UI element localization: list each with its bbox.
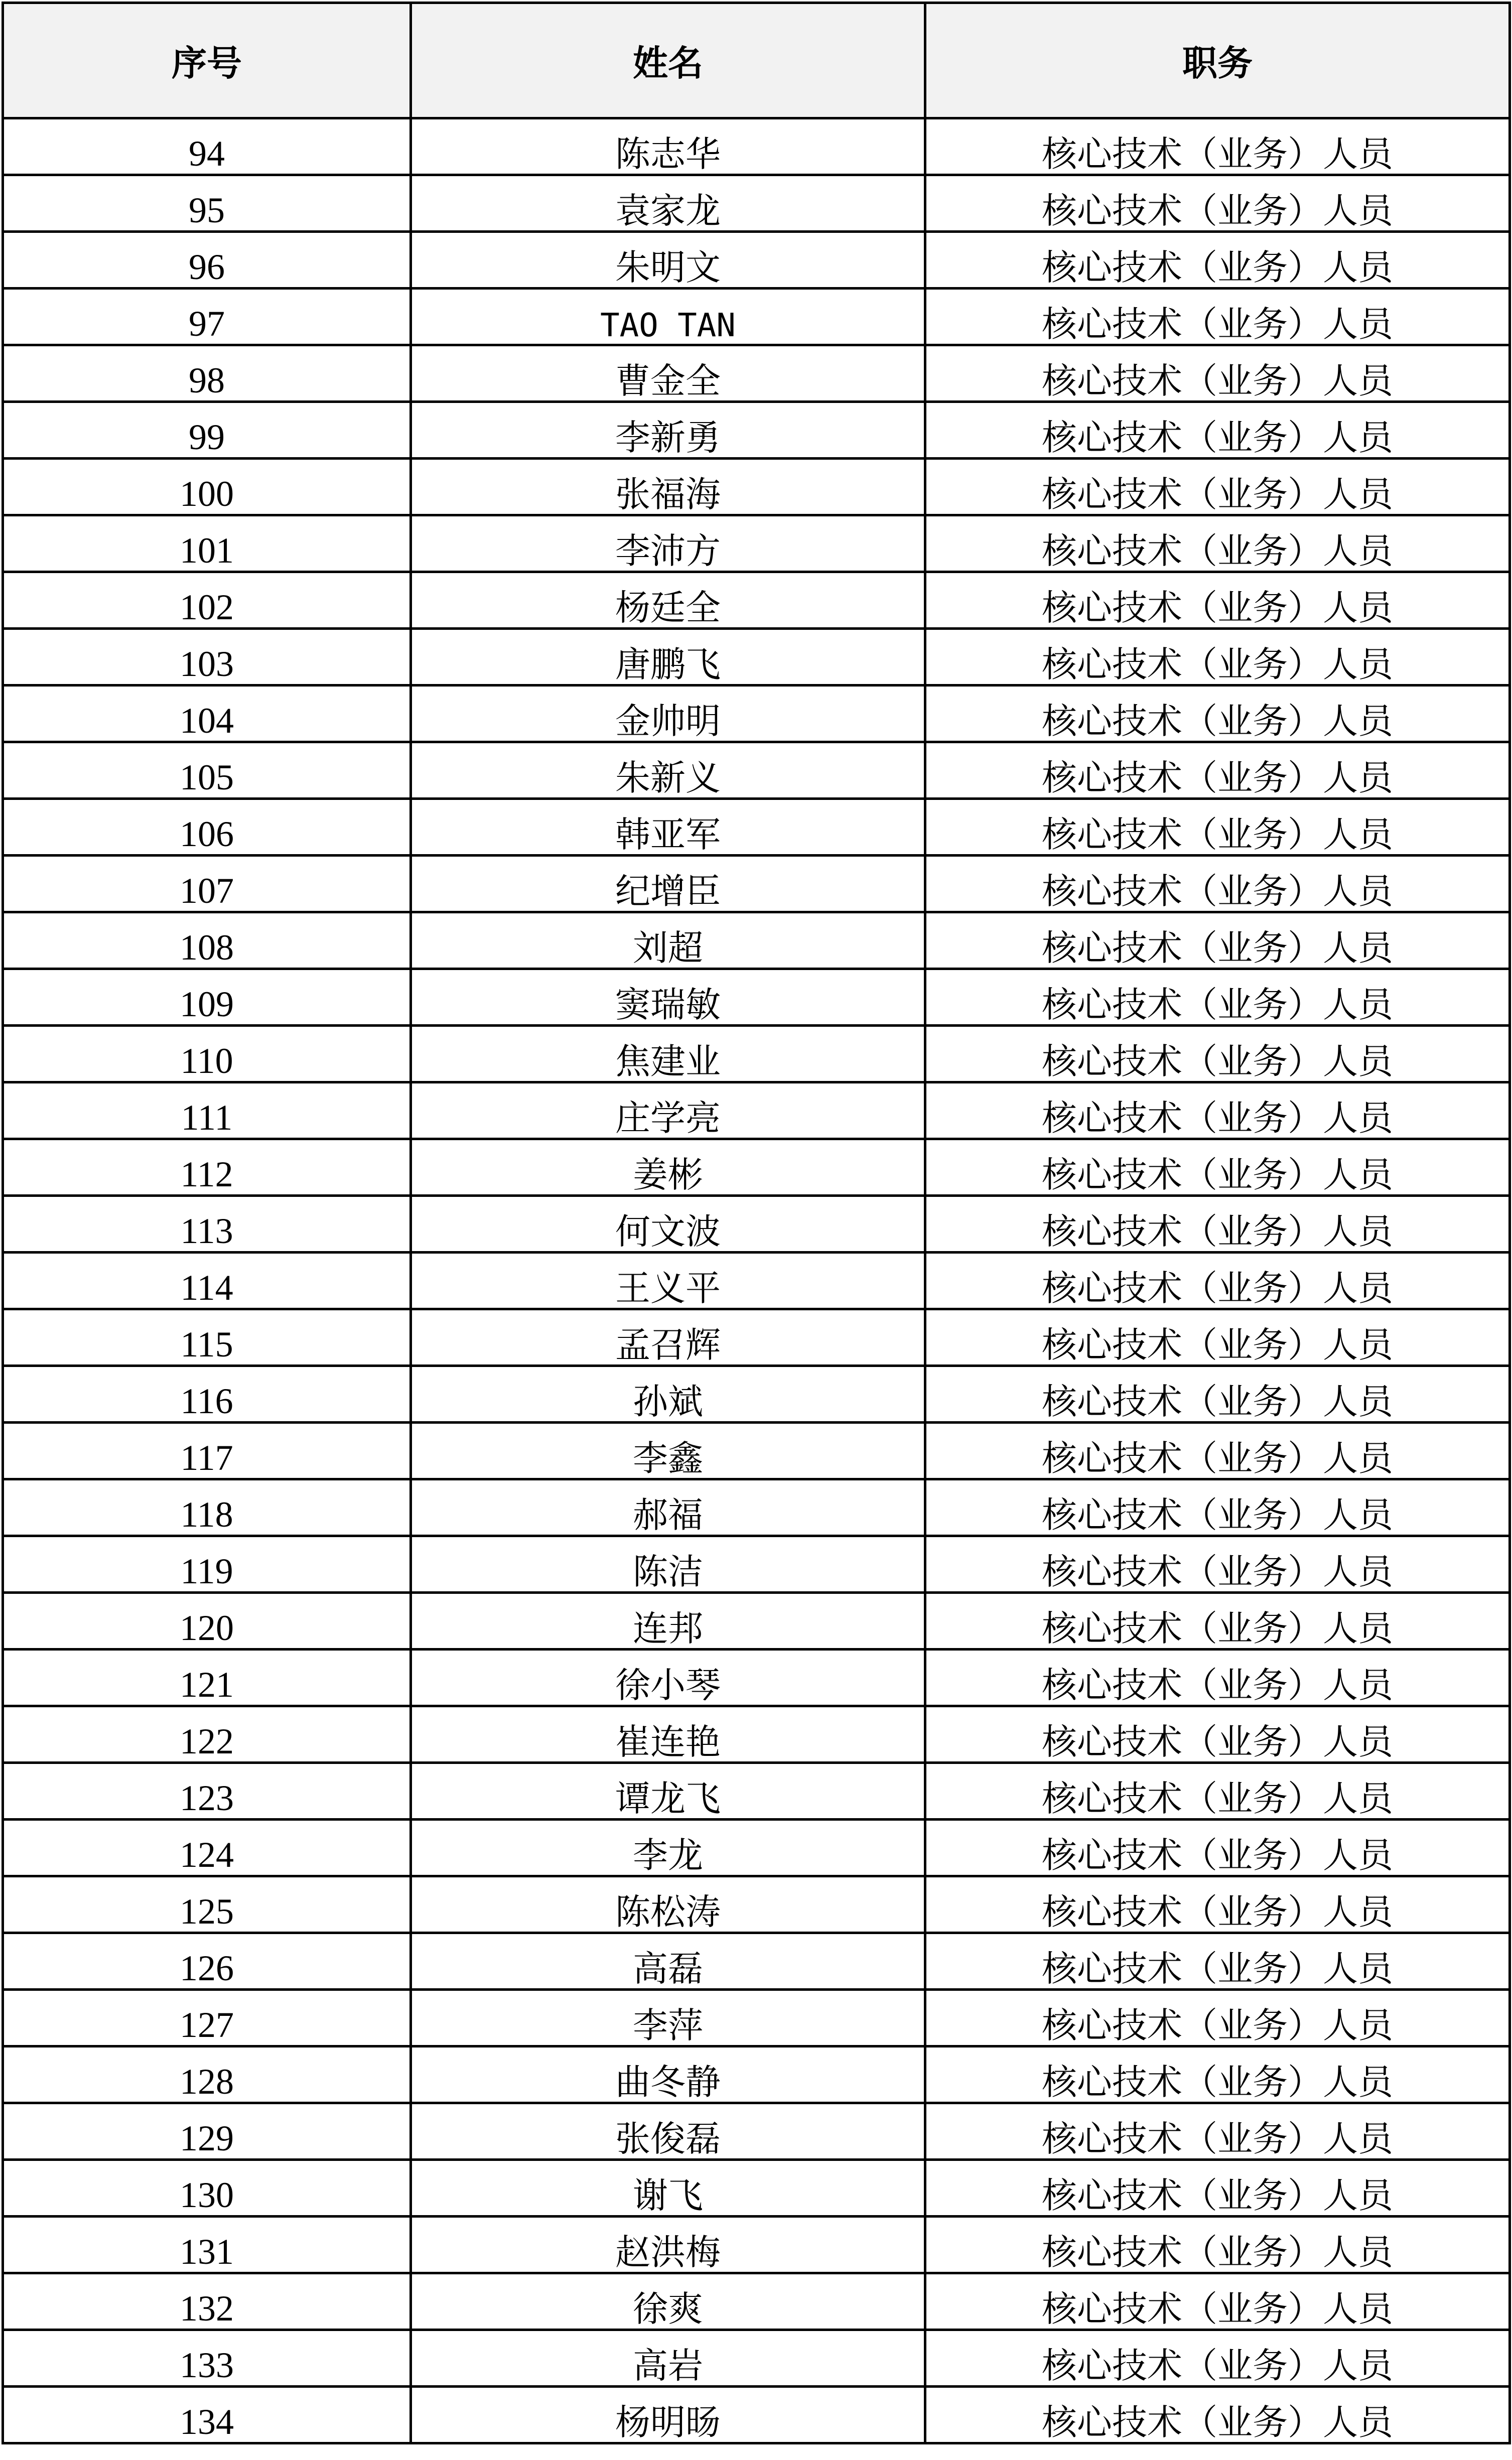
table-row	[3, 402, 1510, 459]
position-cell: 核心技术（业务）人员	[925, 2273, 1510, 2330]
name-cell: 金帅明	[411, 686, 925, 742]
name-cell: 赵洪梅	[411, 2217, 925, 2273]
position-cell: 核心技术（业务）人员	[925, 1196, 1510, 1253]
name-cell: 袁家龙	[411, 175, 925, 232]
table-row	[3, 1309, 1510, 1366]
serial-number-cell: 112	[3, 1139, 411, 1196]
position-cell: 核心技术（业务）人员	[925, 1990, 1510, 2046]
serial-number-cell: 114	[3, 1253, 411, 1309]
name-cell: 谢飞	[411, 2160, 925, 2217]
serial-number-cell: 128	[3, 2046, 411, 2103]
serial-number-cell: 129	[3, 2103, 411, 2160]
personnel-table	[2, 2, 1511, 2444]
name-cell: 唐鹏飞	[411, 629, 925, 686]
table-row	[3, 1366, 1510, 1423]
table-row	[3, 175, 1510, 232]
position-cell: 核心技术（业务）人员	[925, 2160, 1510, 2217]
name-cell: 李新勇	[411, 402, 925, 459]
serial-number-cell: 133	[3, 2330, 411, 2387]
serial-number-cell: 134	[3, 2387, 411, 2443]
name-cell: 李萍	[411, 1990, 925, 2046]
position-cell: 核心技术（业务）人员	[925, 969, 1510, 1026]
serial-number-cell: 122	[3, 1706, 411, 1763]
name-cell: 郝福	[411, 1479, 925, 1536]
position-cell: 核心技术（业务）人员	[925, 686, 1510, 742]
table-row	[3, 1763, 1510, 1820]
name-cell: 李鑫	[411, 1423, 925, 1479]
position-cell: 核心技术（业务）人员	[925, 1820, 1510, 1876]
table-row	[3, 1026, 1510, 1082]
name-cell: 窦瑞敏	[411, 969, 925, 1026]
table-row	[3, 912, 1510, 969]
serial-number-cell: 94	[3, 118, 411, 175]
position-cell: 核心技术（业务）人员	[925, 232, 1510, 289]
position-cell: 核心技术（业务）人员	[925, 289, 1510, 345]
table-row	[3, 1593, 1510, 1650]
serial-number-cell: 111	[3, 1082, 411, 1139]
position-cell: 核心技术（业务）人员	[925, 1082, 1510, 1139]
table-row	[3, 515, 1510, 572]
table-row	[3, 2103, 1510, 2160]
header-row	[3, 3, 1510, 118]
name-cell: 纪增臣	[411, 856, 925, 912]
position-cell: 核心技术（业务）人员	[925, 1593, 1510, 1650]
table-row	[3, 799, 1510, 856]
position-cell: 核心技术（业务）人员	[925, 2387, 1510, 2443]
name-cell: 焦建业	[411, 1026, 925, 1082]
serial-number-cell: 119	[3, 1536, 411, 1593]
serial-number-cell: 113	[3, 1196, 411, 1253]
position-cell: 核心技术（业务）人员	[925, 799, 1510, 856]
name-cell: 王义平	[411, 1253, 925, 1309]
position-cell: 核心技术（业务）人员	[925, 742, 1510, 799]
position-cell: 核心技术（业务）人员	[925, 515, 1510, 572]
serial-number-cell: 96	[3, 232, 411, 289]
serial-number-cell: 95	[3, 175, 411, 232]
table-row	[3, 2217, 1510, 2273]
name-cell: 张福海	[411, 459, 925, 515]
name-cell: 朱明文	[411, 232, 925, 289]
table-row	[3, 118, 1510, 175]
table-row	[3, 232, 1510, 289]
serial-number-cell: 105	[3, 742, 411, 799]
name-cell: 高岩	[411, 2330, 925, 2387]
name-cell: 朱新义	[411, 742, 925, 799]
name-cell: 孙斌	[411, 1366, 925, 1423]
position-cell: 核心技术（业务）人员	[925, 1139, 1510, 1196]
name-cell: 杨廷全	[411, 572, 925, 629]
serial-number-cell: 109	[3, 969, 411, 1026]
name-cell: 李沛方	[411, 515, 925, 572]
serial-number-cell: 108	[3, 912, 411, 969]
table-row	[3, 1139, 1510, 1196]
position-cell: 核心技术（业务）人员	[925, 2330, 1510, 2387]
header-position: 职务	[925, 3, 1510, 118]
table-row	[3, 686, 1510, 742]
serial-number-cell: 125	[3, 1876, 411, 1933]
serial-number-cell: 116	[3, 1366, 411, 1423]
header-serial-number: 序号	[3, 3, 411, 118]
serial-number-cell: 98	[3, 345, 411, 402]
name-cell: 张俊磊	[411, 2103, 925, 2160]
position-cell: 核心技术（业务）人员	[925, 572, 1510, 629]
table-row	[3, 459, 1510, 515]
serial-number-cell: 100	[3, 459, 411, 515]
serial-number-cell: 121	[3, 1650, 411, 1706]
serial-number-cell: 130	[3, 2160, 411, 2217]
table-row	[3, 1706, 1510, 1763]
name-cell: 曲冬静	[411, 2046, 925, 2103]
table-row	[3, 1933, 1510, 1990]
name-cell: 陈洁	[411, 1536, 925, 1593]
table-row	[3, 2273, 1510, 2330]
name-cell: 陈松涛	[411, 1876, 925, 1933]
serial-number-cell: 120	[3, 1593, 411, 1650]
serial-number-cell: 123	[3, 1763, 411, 1820]
position-cell: 核心技术（业务）人员	[925, 2217, 1510, 2273]
table-row	[3, 1479, 1510, 1536]
position-cell: 核心技术（业务）人员	[925, 912, 1510, 969]
serial-number-cell: 99	[3, 402, 411, 459]
name-cell: 何文波	[411, 1196, 925, 1253]
table-row	[3, 1196, 1510, 1253]
serial-number-cell: 104	[3, 686, 411, 742]
name-cell: 韩亚军	[411, 799, 925, 856]
position-cell: 核心技术（业务）人员	[925, 1479, 1510, 1536]
name-cell: 崔连艳	[411, 1706, 925, 1763]
table-row	[3, 289, 1510, 345]
table-row	[3, 1253, 1510, 1309]
table-row	[3, 856, 1510, 912]
serial-number-cell: 101	[3, 515, 411, 572]
name-cell: 曹金全	[411, 345, 925, 402]
name-cell: 杨明旸	[411, 2387, 925, 2443]
position-cell: 核心技术（业务）人员	[925, 402, 1510, 459]
name-cell: 连邦	[411, 1593, 925, 1650]
name-cell: 李龙	[411, 1820, 925, 1876]
serial-number-cell: 106	[3, 799, 411, 856]
position-cell: 核心技术（业务）人员	[925, 1933, 1510, 1990]
table-body	[3, 118, 1510, 2443]
name-cell: 高磊	[411, 1933, 925, 1990]
table-row	[3, 2330, 1510, 2387]
table-row	[3, 1876, 1510, 1933]
position-cell: 核心技术（业务）人员	[925, 629, 1510, 686]
serial-number-cell: 126	[3, 1933, 411, 1990]
position-cell: 核心技术（业务）人员	[925, 2046, 1510, 2103]
position-cell: 核心技术（业务）人员	[925, 856, 1510, 912]
position-cell: 核心技术（业务）人员	[925, 1423, 1510, 1479]
position-cell: 核心技术（业务）人员	[925, 1876, 1510, 1933]
position-cell: 核心技术（业务）人员	[925, 345, 1510, 402]
position-cell: 核心技术（业务）人员	[925, 1706, 1510, 1763]
serial-number-cell: 117	[3, 1423, 411, 1479]
serial-number-cell: 107	[3, 856, 411, 912]
serial-number-cell: 97	[3, 289, 411, 345]
serial-number-cell: 110	[3, 1026, 411, 1082]
table-row	[3, 1990, 1510, 2046]
position-cell: 核心技术（业务）人员	[925, 1536, 1510, 1593]
name-cell: TAO TAN	[411, 289, 925, 345]
serial-number-cell: 102	[3, 572, 411, 629]
table-row	[3, 742, 1510, 799]
name-cell: 孟召辉	[411, 1309, 925, 1366]
table-row	[3, 1650, 1510, 1706]
serial-number-cell: 132	[3, 2273, 411, 2330]
position-cell: 核心技术（业务）人员	[925, 1253, 1510, 1309]
name-cell: 谭龙飞	[411, 1763, 925, 1820]
table-row	[3, 2046, 1510, 2103]
name-cell: 庄学亮	[411, 1082, 925, 1139]
table-row	[3, 2387, 1510, 2443]
serial-number-cell: 118	[3, 1479, 411, 1536]
position-cell: 核心技术（业务）人员	[925, 118, 1510, 175]
position-cell: 核心技术（业务）人员	[925, 2103, 1510, 2160]
position-cell: 核心技术（业务）人员	[925, 1026, 1510, 1082]
table-row	[3, 1082, 1510, 1139]
table-row	[3, 629, 1510, 686]
serial-number-cell: 115	[3, 1309, 411, 1366]
name-cell: 徐爽	[411, 2273, 925, 2330]
table-row	[3, 969, 1510, 1026]
position-cell: 核心技术（业务）人员	[925, 459, 1510, 515]
position-cell: 核心技术（业务）人员	[925, 175, 1510, 232]
table-row	[3, 1423, 1510, 1479]
position-cell: 核心技术（业务）人员	[925, 1366, 1510, 1423]
serial-number-cell: 127	[3, 1990, 411, 2046]
position-cell: 核心技术（业务）人员	[925, 1309, 1510, 1366]
position-cell: 核心技术（业务）人员	[925, 1763, 1510, 1820]
name-cell: 徐小琴	[411, 1650, 925, 1706]
position-cell: 核心技术（业务）人员	[925, 1650, 1510, 1706]
table-row	[3, 1820, 1510, 1876]
header-name: 姓名	[411, 3, 925, 118]
name-cell: 刘超	[411, 912, 925, 969]
table-row	[3, 2160, 1510, 2217]
serial-number-cell: 103	[3, 629, 411, 686]
table-row	[3, 572, 1510, 629]
name-cell: 陈志华	[411, 118, 925, 175]
serial-number-cell: 124	[3, 1820, 411, 1876]
serial-number-cell: 131	[3, 2217, 411, 2273]
name-cell: 姜彬	[411, 1139, 925, 1196]
table-row	[3, 345, 1510, 402]
table-row	[3, 1536, 1510, 1593]
